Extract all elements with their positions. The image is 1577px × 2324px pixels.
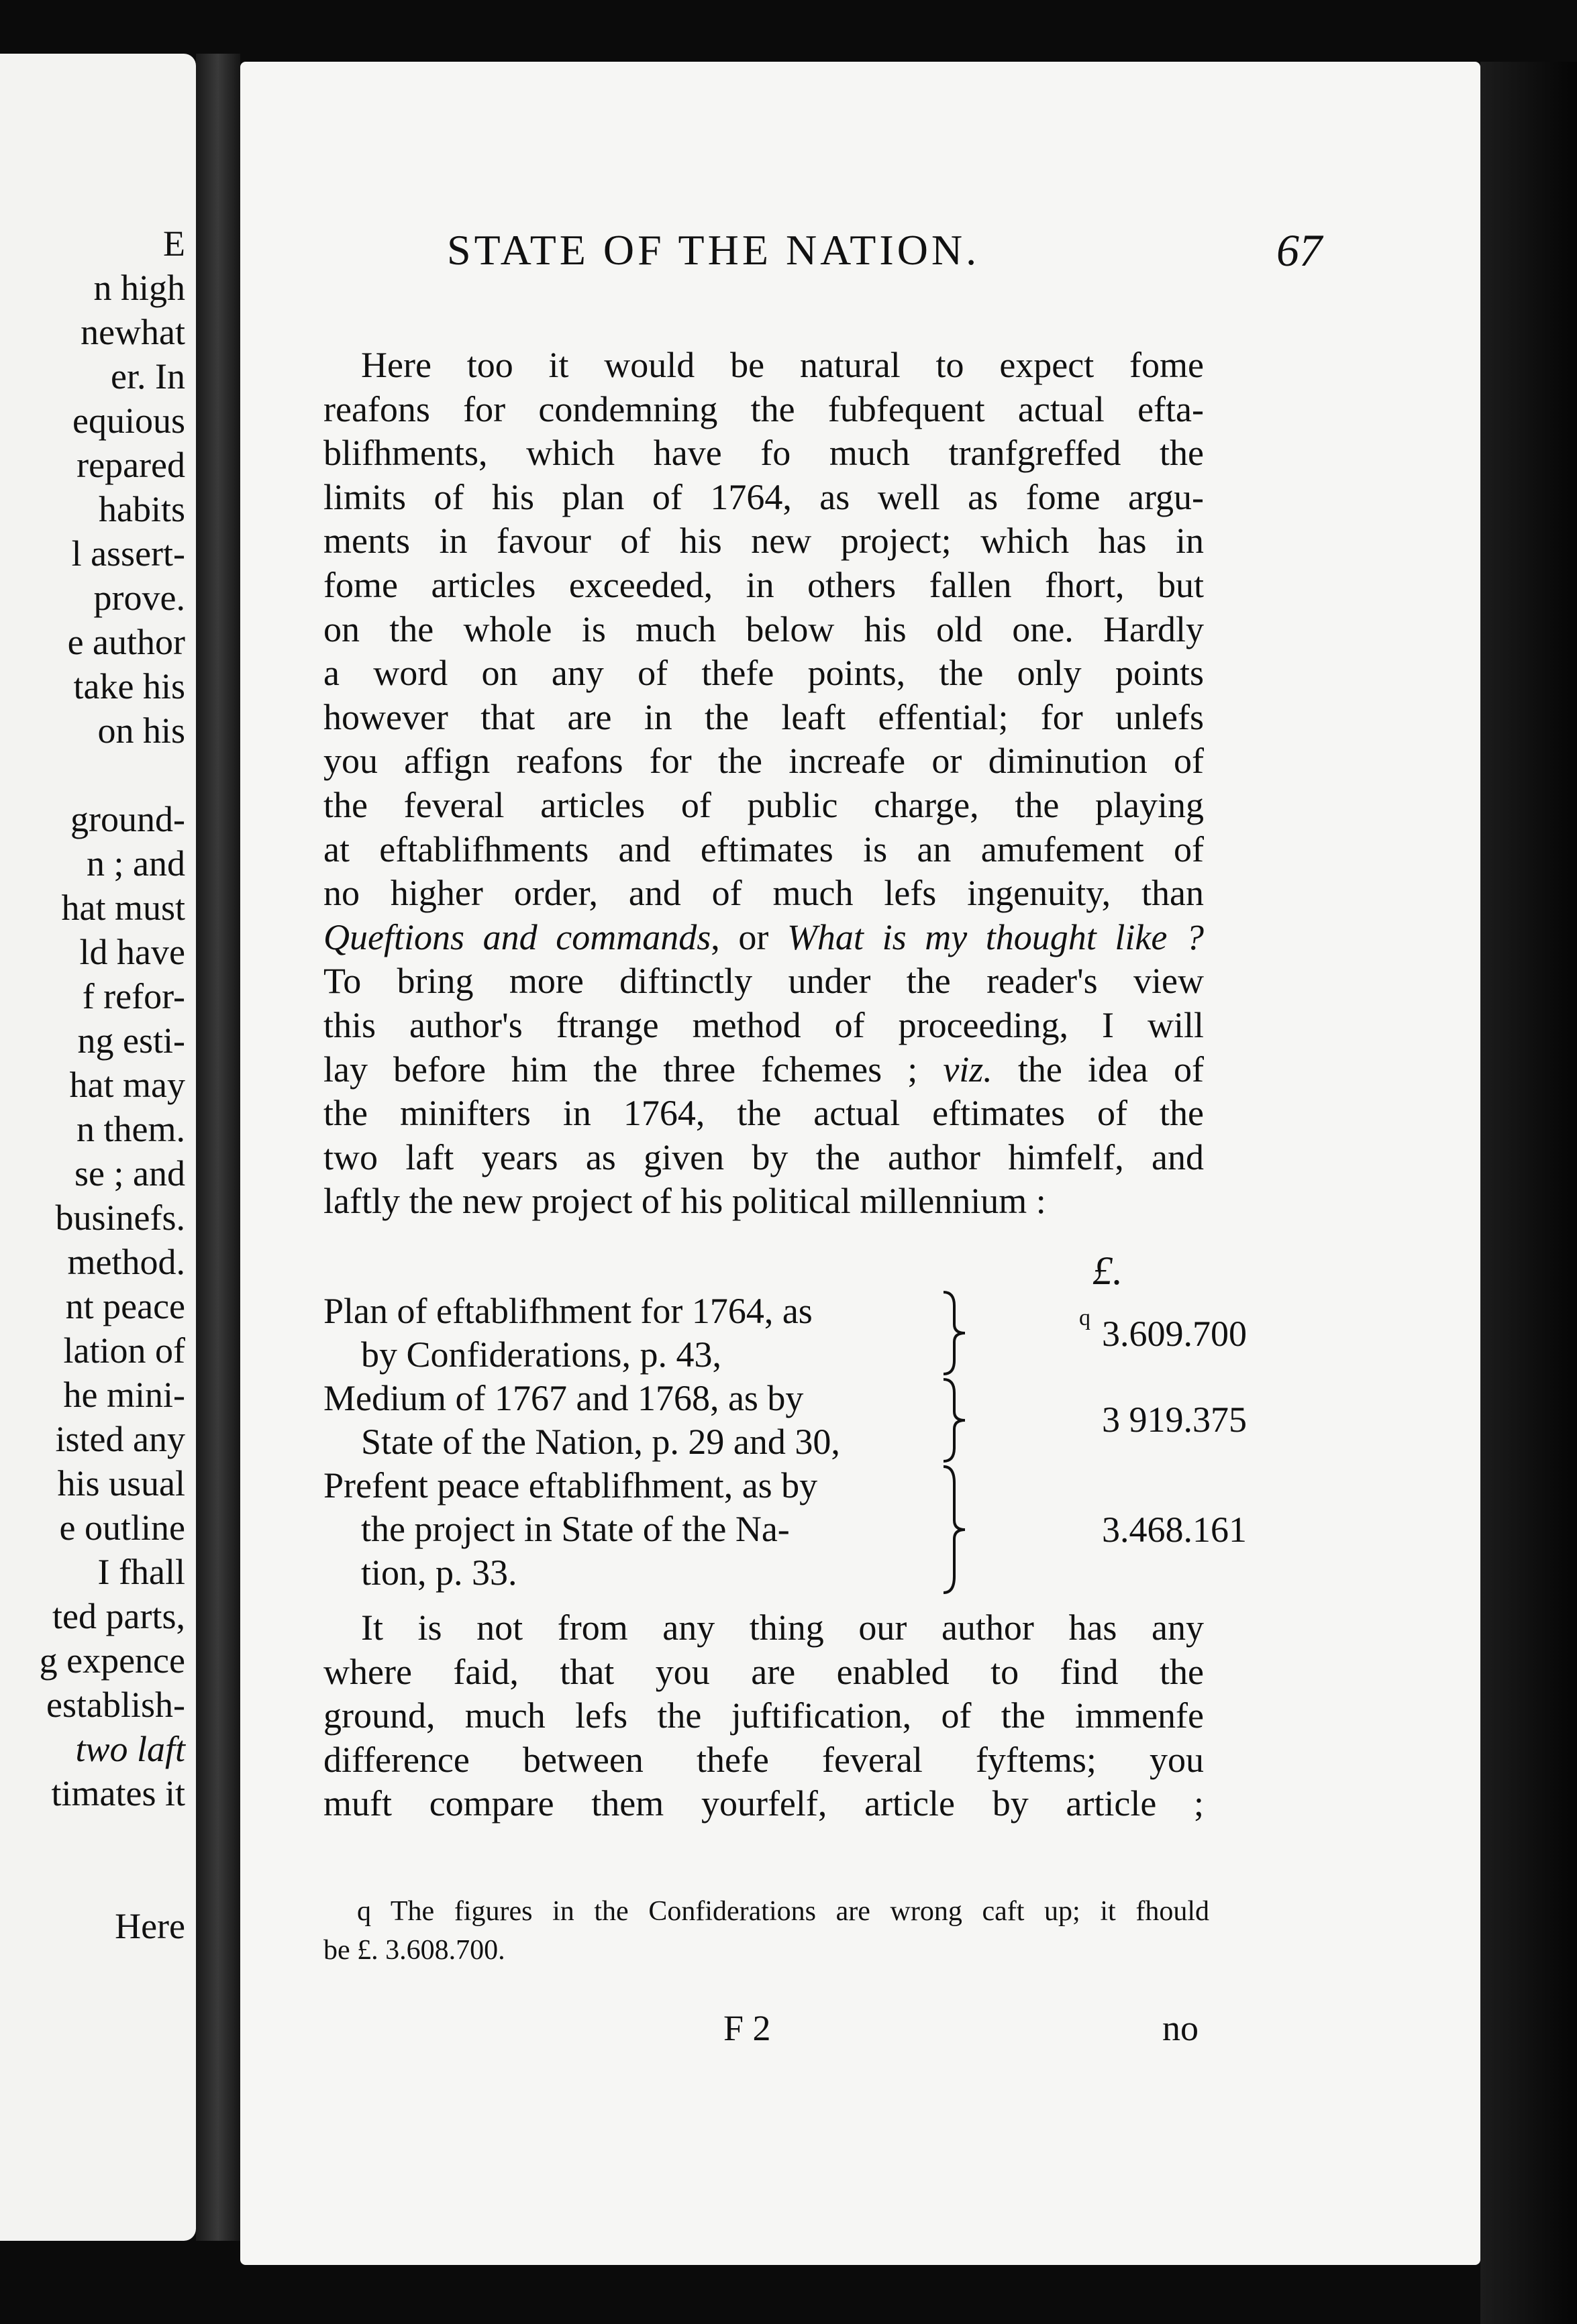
row-label [323,1289,941,1377]
text-line: Here too it would be natural to expect fome [361,345,1204,385]
text-line: you affign reafons for the increafe or diminution of [323,741,1204,782]
text-line-viz [323,1048,1204,1092]
left-page-line: lation of [63,1330,185,1371]
row-value: 3.468.161 [1102,1510,1247,1550]
left-page-line: repared [77,445,185,485]
left-page-line: E [163,223,185,264]
row-value: 3.609.700 [1102,1314,1247,1354]
text-fragment: lay before him the three fchemes ; [323,1049,944,1090]
left-page-line: e outline [59,1508,185,1548]
right-brace-icon [941,1377,968,1464]
left-page-line: n high [93,268,185,308]
left-page-line: on his [97,710,185,751]
page-edge-shadow [1480,62,1577,2324]
footnote-line: q The figures in the Confiderations are wrong caft up; it fhould [357,1896,1209,1927]
left-page-line: ted parts, [52,1596,185,1636]
text-fragment: , or [711,916,787,957]
book-gutter [196,54,240,2241]
left-page-line: prove. [93,578,185,618]
left-page-line: take his [73,666,185,706]
left-page-line: g expence [39,1640,185,1681]
text-line: muft compare them yourfelf, article by article ; [323,1783,1204,1824]
left-page-line: two laft [75,1729,185,1769]
page-header [240,220,1480,280]
text-line: fome articles exceeded, in others fallen fhort, but [323,564,1204,605]
left-page-line: ng esti- [77,1020,185,1061]
table-row [323,1289,1247,1377]
left-page-line: f refor- [82,976,185,1016]
signature-mark: F 2 [723,2008,771,2048]
left-page-line: he mini- [63,1375,185,1415]
text-line: a word on any of thefe points, the only points [323,653,1204,694]
text-line: however that are in the leaft effential; for unlefs [323,696,1204,737]
left-page-line: n them. [77,1109,185,1149]
text-line: To bring more diftinctly under the reader's view [323,961,1204,1002]
left-page-line: timates it [51,1773,185,1813]
text-line: two laft years as given by the author himfelf, and [323,1137,1204,1177]
row-label-line: the project in State of the Na- [361,1509,790,1549]
left-page-line: establish- [46,1685,185,1725]
left-page-line: l assert- [71,533,185,574]
text-line: on the whole is much below his old one. Hardly [323,609,1204,649]
text-line: It is not from any thing our author has any [361,1607,1204,1648]
left-page-line: Here [115,1906,185,1946]
left-page-line: newhat [81,312,185,352]
left-page-line: businefs. [55,1198,185,1238]
left-page-line: er. In [111,356,185,397]
text-line: the feveral articles of public charge, the playing [323,784,1204,825]
running-title: STATE OF THE NATION. [447,226,980,274]
text-fragment: the idea of [992,1049,1204,1090]
footnote-mark: q [1079,1306,1090,1330]
left-page-line: ld have [79,932,185,972]
left-page-line: habits [99,489,185,529]
right-brace-icon [941,1464,968,1595]
left-page-line: nt peace [65,1286,185,1326]
text-line: blifhments, which have fo much tranfgreffed the [323,433,1204,474]
page-number: 67 [1276,225,1322,276]
row-label-line: by Confiderations, p. 43, [361,1334,721,1375]
footnote [323,1892,1209,1970]
right-brace-icon [941,1289,968,1377]
left-page-line: his usual [57,1463,185,1503]
left-page-line: I fhall [97,1552,185,1592]
text-line: this author's ftrange method of proceeding, I will [323,1004,1204,1045]
paragraph-2 [323,1606,1204,1826]
text-line-italic-titles [323,916,1204,960]
row-label-line: Prefent peace eftablifhment, as by [323,1465,818,1506]
row-label-line: Plan of eftablifhment for 1764, as [323,1291,813,1331]
left-page-line: e author [67,622,185,662]
row-label [323,1377,941,1464]
text-line: limits of his plan of 1764, as well as fome argu- [323,476,1204,517]
catchword: no [1162,2008,1199,2048]
text-line: reafons for condemning the fubfequent actual efta- [323,388,1204,429]
row-label-line: State of the Nation, p. 29 and 30, [361,1422,840,1462]
left-page-line: method. [67,1242,185,1282]
paragraph-1 [323,344,1204,1224]
left-page-line: n ; and [87,843,185,884]
left-page-line: equious [72,401,185,441]
row-label [323,1464,941,1595]
left-page [0,54,196,2241]
left-page-line: hat must [61,888,185,928]
footnote-line: be £. 3.608.700. [323,1935,505,1966]
text-line: ments in favour of his new project; which has in [323,521,1204,562]
text-line: no higher order, and of much lefs ingenuity, than [323,873,1204,914]
row-label-line: Medium of 1767 and 1768, as by [323,1378,804,1418]
text-line: at eftablifhments and eftimates is an amufement of [323,829,1204,869]
currency-header: £. [1092,1249,1123,1293]
italic-viz: viz. [943,1049,993,1090]
table-row [323,1464,1247,1598]
left-page-line: ground- [70,799,185,839]
text-line: where faid, that you are enabled to find the [323,1651,1204,1692]
text-line: ground, much lefs the juftification, of the immenfe [323,1695,1204,1736]
text-line: difference between thefe feveral fyftems; you [323,1739,1204,1780]
text-line: laftly the new project of his political millennium : [323,1181,1046,1222]
right-page [240,62,1480,2265]
row-label-line: tion, p. 33. [361,1552,517,1593]
left-page-line: hat may [69,1065,185,1105]
left-page-line: se ; and [74,1153,185,1194]
left-page-line: isted any [55,1419,185,1459]
italic-title: What is my thought like ? [786,916,1204,957]
row-value: 3 919.375 [1102,1399,1247,1440]
table-row [323,1377,1247,1464]
italic-title: Queftions and commands [323,916,711,957]
text-line: the minifters in 1764, the actual eftimates of the [323,1093,1204,1134]
